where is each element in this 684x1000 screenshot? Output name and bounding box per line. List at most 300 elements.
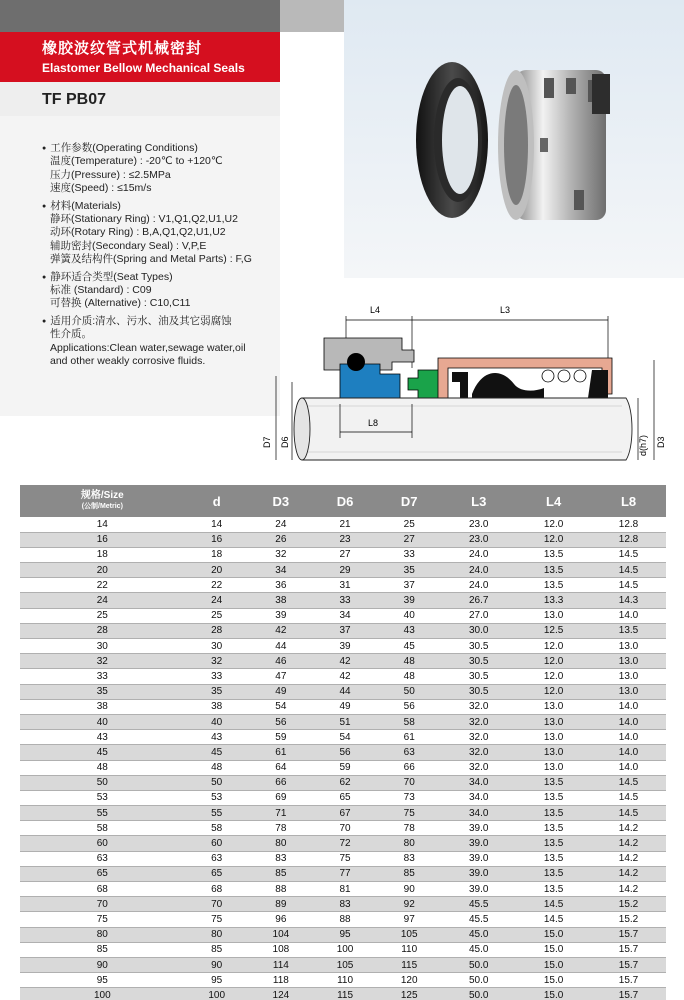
cell-d6: 31: [313, 578, 377, 593]
table-header-row: [20, 485, 666, 517]
cell-l3: 32.0: [441, 730, 516, 745]
cell-l3: 23.0: [441, 517, 516, 532]
media-line: Applications:Clean water,sewage water,oil: [50, 341, 246, 354]
table-row: [20, 684, 666, 699]
cell-d6: 65: [313, 790, 377, 805]
cell-l3: 32.0: [441, 745, 516, 760]
cell-d: 25: [185, 608, 249, 623]
cell-d3: 47: [249, 669, 313, 684]
cell-l8: 14.0: [591, 745, 666, 760]
cell-l4: 13.5: [516, 578, 591, 593]
cell-size: 14: [20, 517, 185, 532]
media-line: and other weakly corrosive fluids.: [50, 355, 206, 368]
cell-size: 16: [20, 532, 185, 547]
cell-d6: 21: [313, 517, 377, 532]
cell-d: 43: [185, 730, 249, 745]
dim-l4: L4: [370, 305, 381, 315]
table-row: [20, 912, 666, 927]
cell-d6: 105: [313, 957, 377, 972]
cell-size: 22: [20, 578, 185, 593]
cell-d: 95: [185, 973, 249, 988]
cell-l8: 12.8: [591, 532, 666, 547]
cell-d: 48: [185, 760, 249, 775]
cell-d: 35: [185, 684, 249, 699]
seat-heading: ● 静环适合类型(Seat Types): [42, 271, 278, 284]
cell-d: 55: [185, 806, 249, 821]
cell-d: 18: [185, 547, 249, 562]
cell-d6: 81: [313, 882, 377, 897]
cell-l8: 15.7: [591, 988, 666, 1000]
cell-l3: 39.0: [441, 866, 516, 881]
cell-d7: 37: [377, 578, 441, 593]
cell-d7: 115: [377, 957, 441, 972]
table-row: [20, 775, 666, 790]
cell-l8: 14.0: [591, 730, 666, 745]
cell-l8: 14.2: [591, 821, 666, 836]
cell-d3: 32: [249, 547, 313, 562]
table-row: [20, 517, 666, 532]
cell-l3: 45.0: [441, 942, 516, 957]
cell-d6: 59: [313, 760, 377, 775]
col-l4: L4: [516, 485, 591, 517]
cell-size: 70: [20, 897, 185, 912]
page-title-en: Elastomer Bellow Mechanical Seals: [42, 61, 245, 75]
cell-l4: 13.0: [516, 730, 591, 745]
cell-d6: 23: [313, 532, 377, 547]
cell-d6: 110: [313, 973, 377, 988]
cell-l3: 45.5: [441, 912, 516, 927]
cell-d7: 66: [377, 760, 441, 775]
cell-d: 50: [185, 775, 249, 790]
cell-l8: 13.5: [591, 623, 666, 638]
seat-line: 标准 (Standard) : C09: [50, 284, 152, 297]
cell-l8: 15.2: [591, 897, 666, 912]
cell-d3: 61: [249, 745, 313, 760]
cell-d6: 29: [313, 563, 377, 578]
cell-l3: 24.0: [441, 578, 516, 593]
cell-d6: 42: [313, 654, 377, 669]
seat-types: [42, 271, 278, 311]
cell-d3: 88: [249, 882, 313, 897]
table-row: [20, 532, 666, 547]
cell-l4: 13.0: [516, 699, 591, 714]
cell-d6: 37: [313, 623, 377, 638]
cell-d: 45: [185, 745, 249, 760]
table-row: [20, 699, 666, 714]
cell-d7: 90: [377, 882, 441, 897]
cell-size: 43: [20, 730, 185, 745]
seat-line: 可替换 (Alternative) : C10,C11: [50, 297, 191, 310]
cell-l4: 15.0: [516, 957, 591, 972]
table-row: [20, 988, 666, 1000]
cell-l8: 14.5: [591, 547, 666, 562]
cell-l4: 15.0: [516, 942, 591, 957]
cell-d3: 64: [249, 760, 313, 775]
cell-d6: 54: [313, 730, 377, 745]
table-row: [20, 866, 666, 881]
cell-d: 70: [185, 897, 249, 912]
cell-d7: 43: [377, 623, 441, 638]
cell-l4: 13.5: [516, 806, 591, 821]
cell-l4: 13.5: [516, 866, 591, 881]
cell-l8: 14.3: [591, 593, 666, 608]
cell-d6: 95: [313, 927, 377, 942]
cell-d6: 100: [313, 942, 377, 957]
cell-l4: 12.5: [516, 623, 591, 638]
cell-d7: 45: [377, 639, 441, 654]
cell-l4: 13.5: [516, 775, 591, 790]
cell-d: 90: [185, 957, 249, 972]
cell-d7: 39: [377, 593, 441, 608]
cell-size: 50: [20, 775, 185, 790]
cell-size: 18: [20, 547, 185, 562]
cell-size: 63: [20, 851, 185, 866]
table-row: [20, 623, 666, 638]
cell-d7: 61: [377, 730, 441, 745]
table-row: [20, 927, 666, 942]
table-row: [20, 957, 666, 972]
cell-d: 80: [185, 927, 249, 942]
cell-d: 24: [185, 593, 249, 608]
table-row: [20, 669, 666, 684]
cell-l3: 30.5: [441, 669, 516, 684]
cell-d: 58: [185, 821, 249, 836]
cell-l4: 13.3: [516, 593, 591, 608]
cell-l3: 24.0: [441, 547, 516, 562]
cell-d7: 27: [377, 532, 441, 547]
cell-l8: 12.8: [591, 517, 666, 532]
cell-d3: 96: [249, 912, 313, 927]
cell-d: 22: [185, 578, 249, 593]
cell-size: 32: [20, 654, 185, 669]
model-code: TF PB07: [42, 91, 107, 108]
seal-photo-illustration: [344, 0, 684, 278]
cell-d3: 71: [249, 806, 313, 821]
cell-d: 38: [185, 699, 249, 714]
operating-conditions: [42, 142, 278, 196]
cell-l4: 13.5: [516, 547, 591, 562]
cell-size: 25: [20, 608, 185, 623]
cell-d: 100: [185, 988, 249, 1000]
cell-d6: 42: [313, 669, 377, 684]
table-row: [20, 821, 666, 836]
cell-l3: 50.0: [441, 957, 516, 972]
cell-l4: 14.5: [516, 912, 591, 927]
cell-d3: 44: [249, 639, 313, 654]
product-photo: [344, 0, 684, 278]
cell-l4: 15.0: [516, 988, 591, 1000]
cell-l3: 45.5: [441, 897, 516, 912]
cell-l3: 32.0: [441, 760, 516, 775]
cell-d7: 58: [377, 714, 441, 729]
cell-d3: 85: [249, 866, 313, 881]
cell-l8: 14.2: [591, 836, 666, 851]
dim-d-h7: d(h7): [638, 434, 648, 456]
cell-d7: 70: [377, 775, 441, 790]
cell-l4: 13.5: [516, 563, 591, 578]
cell-l3: 45.0: [441, 927, 516, 942]
cell-d7: 48: [377, 654, 441, 669]
cell-d3: 89: [249, 897, 313, 912]
operating-heading: ● 工作参数(Operating Conditions): [42, 142, 278, 155]
cell-d3: 124: [249, 988, 313, 1000]
operating-line: 速度(Speed) : ≤15m/s: [50, 182, 152, 195]
cell-d3: 39: [249, 608, 313, 623]
cell-d: 65: [185, 866, 249, 881]
cell-l3: 30.5: [441, 684, 516, 699]
cell-d3: 24: [249, 517, 313, 532]
table-row: [20, 836, 666, 851]
cell-size: 53: [20, 790, 185, 805]
cell-l3: 39.0: [441, 851, 516, 866]
cell-l3: 30.5: [441, 639, 516, 654]
cell-size: 90: [20, 957, 185, 972]
table-row: [20, 639, 666, 654]
cell-d7: 75: [377, 806, 441, 821]
cell-l3: 30.5: [441, 654, 516, 669]
cell-d3: 69: [249, 790, 313, 805]
cell-l4: 12.0: [516, 684, 591, 699]
cell-d3: 38: [249, 593, 313, 608]
cell-d3: 118: [249, 973, 313, 988]
cell-d7: 63: [377, 745, 441, 760]
cell-d: 40: [185, 714, 249, 729]
cell-d: 28: [185, 623, 249, 638]
table-row: [20, 745, 666, 760]
media-line: 性介质。: [50, 328, 92, 341]
cell-l4: 13.0: [516, 745, 591, 760]
cell-l8: 14.2: [591, 851, 666, 866]
cell-d7: 73: [377, 790, 441, 805]
table-row: [20, 730, 666, 745]
table-row: [20, 578, 666, 593]
cell-l8: 15.7: [591, 927, 666, 942]
cell-d7: 48: [377, 669, 441, 684]
cell-size: 38: [20, 699, 185, 714]
col-d: d: [185, 485, 249, 517]
cell-size: 45: [20, 745, 185, 760]
col-size: [20, 485, 185, 517]
cell-size: 40: [20, 714, 185, 729]
cell-l8: 14.0: [591, 760, 666, 775]
cell-l8: 14.5: [591, 806, 666, 821]
cell-d6: 33: [313, 593, 377, 608]
materials-line: 动环(Rotary Ring) : B,A,Q1,Q2,U1,U2: [50, 226, 226, 239]
cell-d7: 78: [377, 821, 441, 836]
cell-d6: 51: [313, 714, 377, 729]
dim-d6: D6: [280, 436, 290, 448]
table-row: [20, 654, 666, 669]
cell-l3: 26.7: [441, 593, 516, 608]
header-light-band: [280, 0, 344, 32]
cell-size: 58: [20, 821, 185, 836]
cell-d6: 83: [313, 897, 377, 912]
cell-d7: 110: [377, 942, 441, 957]
cell-l8: 15.7: [591, 942, 666, 957]
operating-line: 压力(Pressure) : ≤2.5MPa: [50, 168, 171, 181]
cell-d: 30: [185, 639, 249, 654]
cell-d7: 105: [377, 927, 441, 942]
cell-l4: 15.0: [516, 973, 591, 988]
page-title-cn: 橡胶波纹管式机械密封: [42, 39, 203, 57]
applications: [42, 315, 278, 369]
col-d3: D3: [249, 485, 313, 517]
cell-l3: 30.0: [441, 623, 516, 638]
cell-d3: 114: [249, 957, 313, 972]
cell-l8: 14.0: [591, 608, 666, 623]
cell-l4: 13.5: [516, 851, 591, 866]
cell-l4: 12.0: [516, 532, 591, 547]
cell-d: 53: [185, 790, 249, 805]
cell-l4: 15.0: [516, 927, 591, 942]
table-row: [20, 593, 666, 608]
table-row: [20, 608, 666, 623]
cell-l4: 13.0: [516, 760, 591, 775]
cell-d3: 42: [249, 623, 313, 638]
materials-line: 弹簧及结构件(Spring and Metal Parts) : F,G: [50, 253, 252, 266]
cell-l4: 13.5: [516, 821, 591, 836]
cell-l8: 14.5: [591, 578, 666, 593]
cell-l3: 27.0: [441, 608, 516, 623]
cell-d7: 35: [377, 563, 441, 578]
cell-l8: 13.0: [591, 639, 666, 654]
cell-d3: 59: [249, 730, 313, 745]
cell-d6: 72: [313, 836, 377, 851]
cell-l4: 12.0: [516, 654, 591, 669]
col-d6: D6: [313, 485, 377, 517]
cell-d7: 92: [377, 897, 441, 912]
table-row: [20, 882, 666, 897]
table-row: [20, 851, 666, 866]
cell-d3: 54: [249, 699, 313, 714]
col-size-label: 规格/Size: [80, 490, 124, 501]
cell-size: 65: [20, 866, 185, 881]
dim-d3: D3: [656, 436, 666, 448]
cell-d: 68: [185, 882, 249, 897]
table-body: [20, 517, 666, 1000]
media-heading: ● 适用介质:清水、污水、油及其它弱腐蚀: [42, 315, 278, 328]
cell-d: 14: [185, 517, 249, 532]
cell-l8: 14.5: [591, 790, 666, 805]
cell-size: 24: [20, 593, 185, 608]
cell-d6: 56: [313, 745, 377, 760]
cell-size: 68: [20, 882, 185, 897]
cell-d3: 78: [249, 821, 313, 836]
cell-size: 55: [20, 806, 185, 821]
cell-l4: 13.0: [516, 714, 591, 729]
cell-l4: 12.0: [516, 639, 591, 654]
specifications: [42, 142, 278, 373]
cell-d7: 97: [377, 912, 441, 927]
cell-l8: 13.0: [591, 669, 666, 684]
cell-size: 20: [20, 563, 185, 578]
cell-d7: 33: [377, 547, 441, 562]
col-size-sub: (公制/Metric): [81, 503, 123, 510]
cell-d: 75: [185, 912, 249, 927]
cell-d3: 108: [249, 942, 313, 957]
cell-d6: 67: [313, 806, 377, 821]
cell-size: 48: [20, 760, 185, 775]
cell-d6: 77: [313, 866, 377, 881]
cell-size: 75: [20, 912, 185, 927]
cell-d: 63: [185, 851, 249, 866]
cell-l3: 39.0: [441, 821, 516, 836]
cell-l3: 34.0: [441, 790, 516, 805]
table-row: [20, 897, 666, 912]
cell-l8: 15.7: [591, 957, 666, 972]
cell-size: 60: [20, 836, 185, 851]
header-dark-band: [0, 0, 280, 32]
cell-d6: 27: [313, 547, 377, 562]
seal-section-diagram: [262, 298, 684, 468]
cell-l8: 13.0: [591, 684, 666, 699]
cell-d7: 125: [377, 988, 441, 1000]
cell-l4: 13.5: [516, 882, 591, 897]
dimension-table: [20, 485, 666, 1000]
col-d7: D7: [377, 485, 441, 517]
cell-l4: 13.5: [516, 790, 591, 805]
col-l3: L3: [441, 485, 516, 517]
cell-size: 100: [20, 988, 185, 1000]
cell-d3: 26: [249, 532, 313, 547]
materials-line: 静环(Stationary Ring) : V1,Q1,Q2,U1,U2: [50, 213, 238, 226]
cell-d6: 62: [313, 775, 377, 790]
cell-l3: 50.0: [441, 973, 516, 988]
cell-size: 35: [20, 684, 185, 699]
cell-l8: 13.0: [591, 654, 666, 669]
cell-size: 33: [20, 669, 185, 684]
table-row: [20, 790, 666, 805]
cell-d7: 50: [377, 684, 441, 699]
table-row: [20, 547, 666, 562]
cell-d3: 83: [249, 851, 313, 866]
table-row: [20, 942, 666, 957]
cell-d3: 56: [249, 714, 313, 729]
cell-size: 28: [20, 623, 185, 638]
table-row: [20, 563, 666, 578]
cell-d7: 120: [377, 973, 441, 988]
table-row: [20, 714, 666, 729]
cell-d7: 40: [377, 608, 441, 623]
cell-size: 95: [20, 973, 185, 988]
cell-d7: 80: [377, 836, 441, 851]
cell-l4: 13.5: [516, 836, 591, 851]
cell-d7: 25: [377, 517, 441, 532]
cell-d7: 85: [377, 866, 441, 881]
materials: [42, 200, 278, 267]
cell-l3: 50.0: [441, 988, 516, 1000]
cell-l3: 32.0: [441, 714, 516, 729]
dim-d7: D7: [262, 436, 272, 448]
cell-d: 85: [185, 942, 249, 957]
cell-d3: 34: [249, 563, 313, 578]
operating-line: 温度(Temperature) : -20℃ to +120℃: [50, 155, 223, 168]
cell-d6: 75: [313, 851, 377, 866]
cell-l3: 24.0: [441, 563, 516, 578]
cell-d3: 104: [249, 927, 313, 942]
cell-d6: 115: [313, 988, 377, 1000]
cell-d3: 66: [249, 775, 313, 790]
cell-d6: 49: [313, 699, 377, 714]
cell-d3: 36: [249, 578, 313, 593]
cell-l3: 34.0: [441, 775, 516, 790]
cell-l8: 14.2: [591, 866, 666, 881]
cell-d6: 44: [313, 684, 377, 699]
cell-d3: 80: [249, 836, 313, 851]
cell-l8: 15.2: [591, 912, 666, 927]
cell-size: 85: [20, 942, 185, 957]
cell-l4: 13.0: [516, 608, 591, 623]
